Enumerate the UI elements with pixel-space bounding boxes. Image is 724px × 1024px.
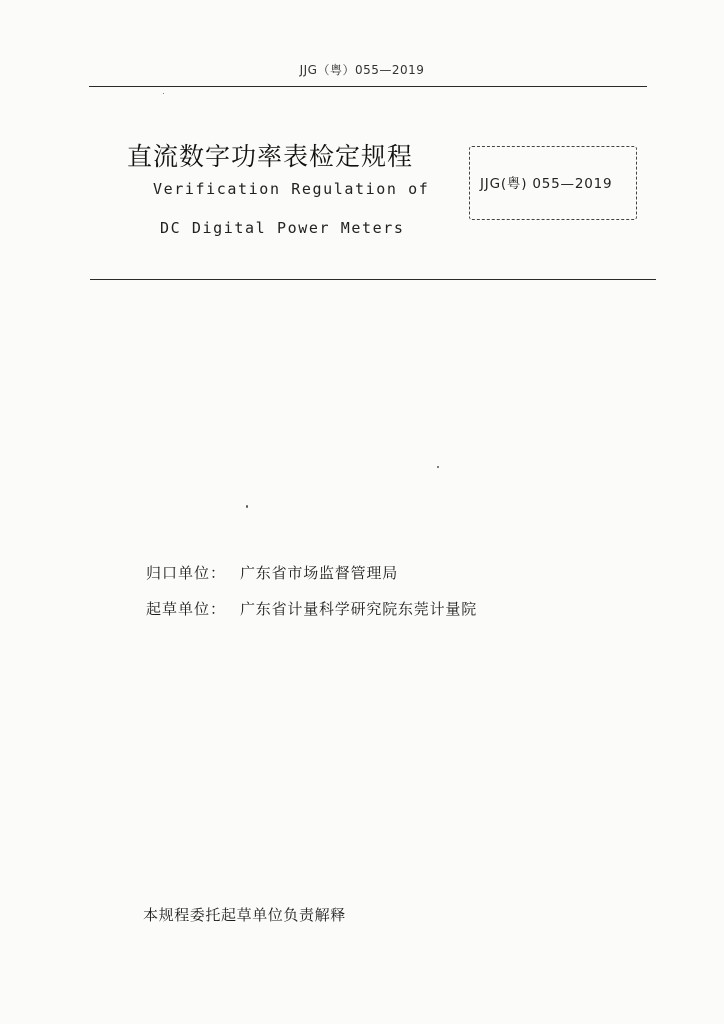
drafting-unit-row	[146, 598, 477, 619]
document-title-chinese: 直流数字功率表检定规程	[127, 142, 414, 171]
regulation-code-box-text: JJG(粤) 055—2019	[480, 176, 613, 192]
document-title-english-line2: DC Digital Power Meters	[160, 219, 405, 237]
responsible-unit-label: 归口单位：	[146, 564, 227, 582]
interpretation-note: 本规程委托起草单位负责解释	[143, 906, 346, 924]
header-divider	[89, 86, 647, 87]
header-regulation-code: JJG（粤）055—2019	[299, 63, 425, 77]
document-title-english-line1: Verification Regulation of	[153, 180, 430, 198]
drafting-unit-value: 广东省计量科学研究院东莞计量院	[240, 600, 478, 618]
responsible-unit-value: 广东省市场监督管理局	[240, 564, 399, 582]
scan-speck	[246, 505, 248, 508]
scan-speck	[437, 466, 439, 468]
drafting-unit-label: 起草单位：	[146, 600, 227, 618]
scan-speck	[163, 93, 164, 94]
title-divider	[90, 279, 656, 280]
responsible-unit-row	[146, 562, 398, 583]
